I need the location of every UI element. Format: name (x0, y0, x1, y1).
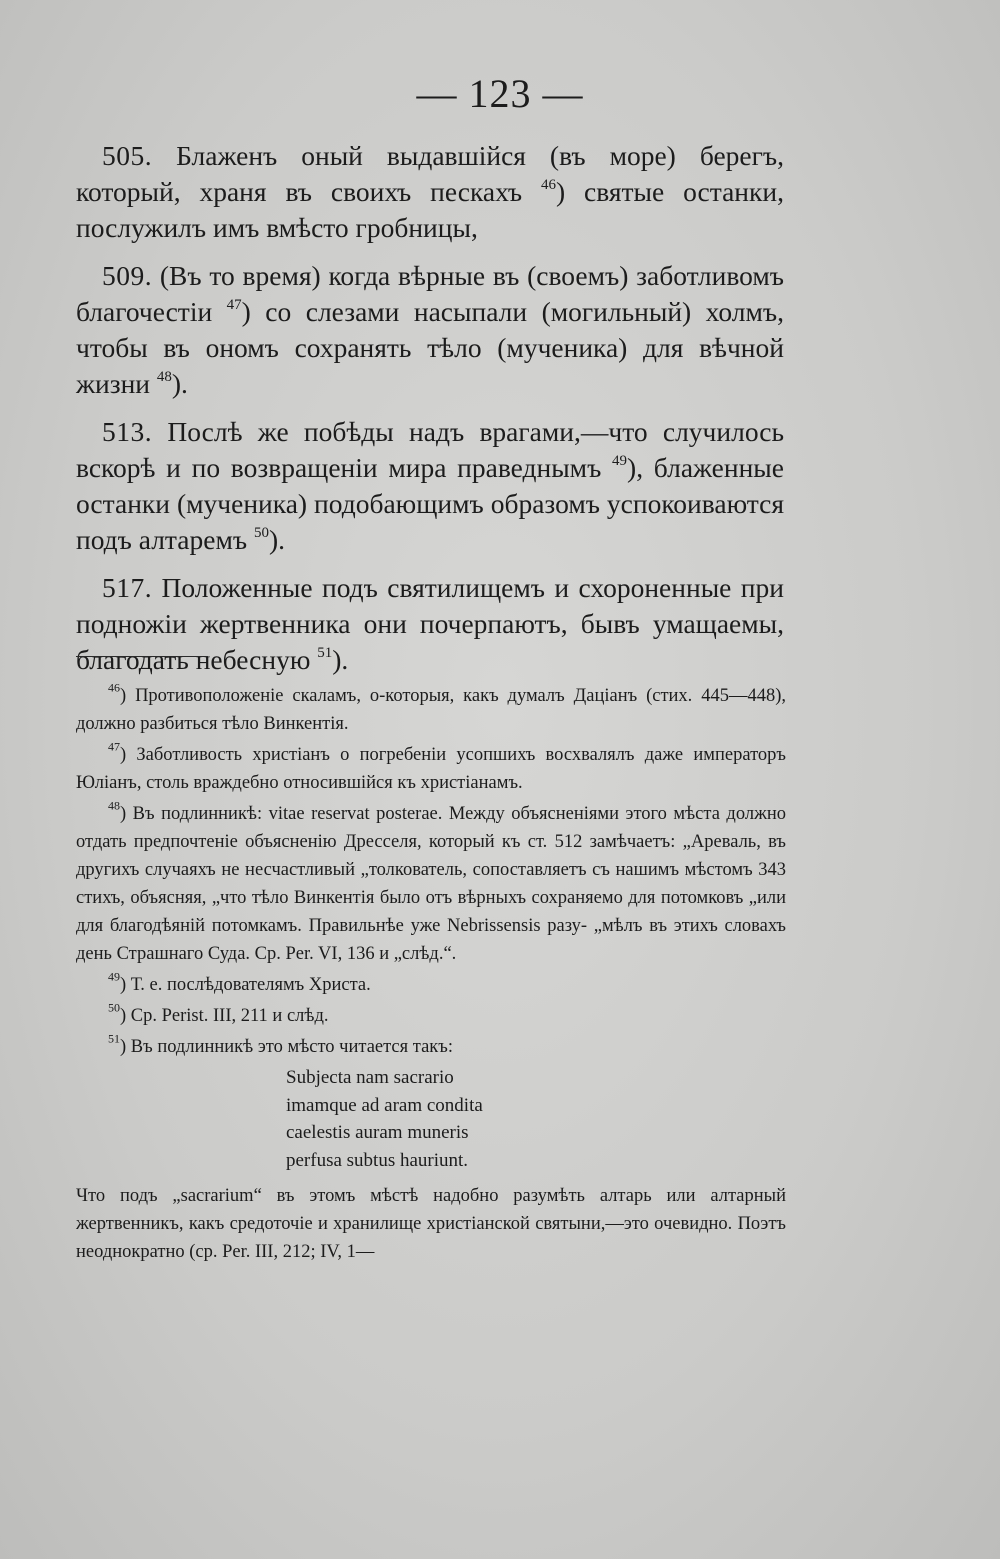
latin-verse-line: perfusa subtus hauriunt. (286, 1149, 469, 1171)
footnote-mark: 49 (108, 969, 120, 984)
verse-paragraph-517: 517. Положенные подъ святилищемъ и схороненные при подножіи жертвенника они почерпаютъ, бывъ умащаемы, благодать небесную $^{51}$). (76, 572, 784, 675)
verse-number: 517. (102, 572, 153, 603)
footnote-ref: 47 (226, 297, 242, 313)
latin-verse-line: caelestis auram muneris (286, 1122, 469, 1143)
footnote-mark: 51 (108, 1031, 120, 1046)
latin-verse-line: Subjecta nam sacrario (286, 1067, 454, 1088)
footnote-51: $^{51}$) Въ подлинникѣ это мѣсто читается такъ: (108, 1031, 453, 1057)
footnotes (76, 682, 786, 1266)
verse-paragraph-509: 509. (Въ то время) когда вѣрные въ (своемъ) заботливомъ благочестіи $^{47}$) со слезами насыпали (могильный) холмъ, чтобы въ ономъ сохранять тѣло (мученика) для вѣчной жизни $^{48}$). (76, 260, 784, 399)
verse-number: 505. (102, 140, 153, 171)
latin-verse-line: imamque ad aram condita (286, 1094, 483, 1116)
page-number: — 123 — (416, 71, 584, 116)
footnote-ref: 49 (612, 453, 628, 469)
footnote-47: $^{47}$) Заботливость христіанъ о погребеніи усопшихъ восхвалялъ даже императоръ Юліанъ, столь враждебно относившійся къ христіанамъ. (76, 739, 786, 793)
latin-verse-quote (286, 1064, 786, 1174)
footnote-mark: 50 (108, 1000, 120, 1015)
verse-paragraph-513: 513. Послѣ же побѣды надъ врагами,—что случилось вскорѣ и по возвращеніи мира праведнымъ $^{49}$), блаженные останки (мученика) подобающимъ образомъ успокоиваются подъ алтаремъ $^{50}$). (76, 416, 784, 555)
footnote-ref: 51 (317, 645, 333, 661)
footnote-50: $^{50}$) Ср. Perist. III, 211 и слѣд. (108, 1000, 329, 1026)
footnote-mark: 46 (108, 680, 120, 695)
footnote-49: $^{49}$) Т. е. послѣдователямъ Христа. (108, 969, 371, 995)
footnote-48: $^{48}$) Въ подлинникѣ: vitae reservat posterae. Между объясненіями этого мѣста должно отдать предпочтеніе объясненію Дресселя, который къ ст. 512 замѣчаетъ: „Ареваль, въ другихъ случаяхъ не несчастливый „толкователь, сопоставляетъ съ нашимъ мѣстомъ 343 стихъ, объясняя, „что тѣло Винкентія было отъ вѣрныхъ сохраняемо для потомковъ „или для благодѣяній потомкамъ. Правильнѣе уже Nebrissensis разу- „мѣлъ въ этихъ словахъ день Страшнаго Суда. Ср. Per. VI, 136 и „слѣд.“. (76, 798, 786, 964)
footnote-ref: 46 (540, 177, 556, 193)
verse-number: 509. (102, 260, 153, 291)
footnote-continuation: Что подъ „sacrarium“ въ этомъ мѣстѣ надобно разумѣть алтарь или алтарный жертвенникъ, какъ средоточіе и хранилище христіанской святыни,—это очевидно. Поэтъ неоднократно (ср. Per. III, 212; IV, 1— (76, 1186, 786, 1262)
verse-paragraph-505: 505. Блаженъ оный выдавшійся (въ море) берегъ, который, храня въ своихъ пескахъ $^{46}$) святые останки, послужилъ имъ вмѣсто гробницы, (76, 140, 784, 243)
main-text (76, 138, 784, 690)
footnote-mark: 47 (108, 739, 120, 754)
footnote-mark: 48 (108, 798, 120, 813)
footnote-ref: 48 (156, 369, 172, 385)
footnote-divider (76, 656, 208, 657)
footnote-ref: 50 (253, 525, 269, 541)
footnote-46: $^{46}$) Противоположеніе скаламъ, о-которыя, какъ думалъ Даціанъ (стих. 445—448), должно разбиться тѣло Винкентія. (76, 680, 786, 734)
verse-number: 513. (102, 416, 153, 447)
